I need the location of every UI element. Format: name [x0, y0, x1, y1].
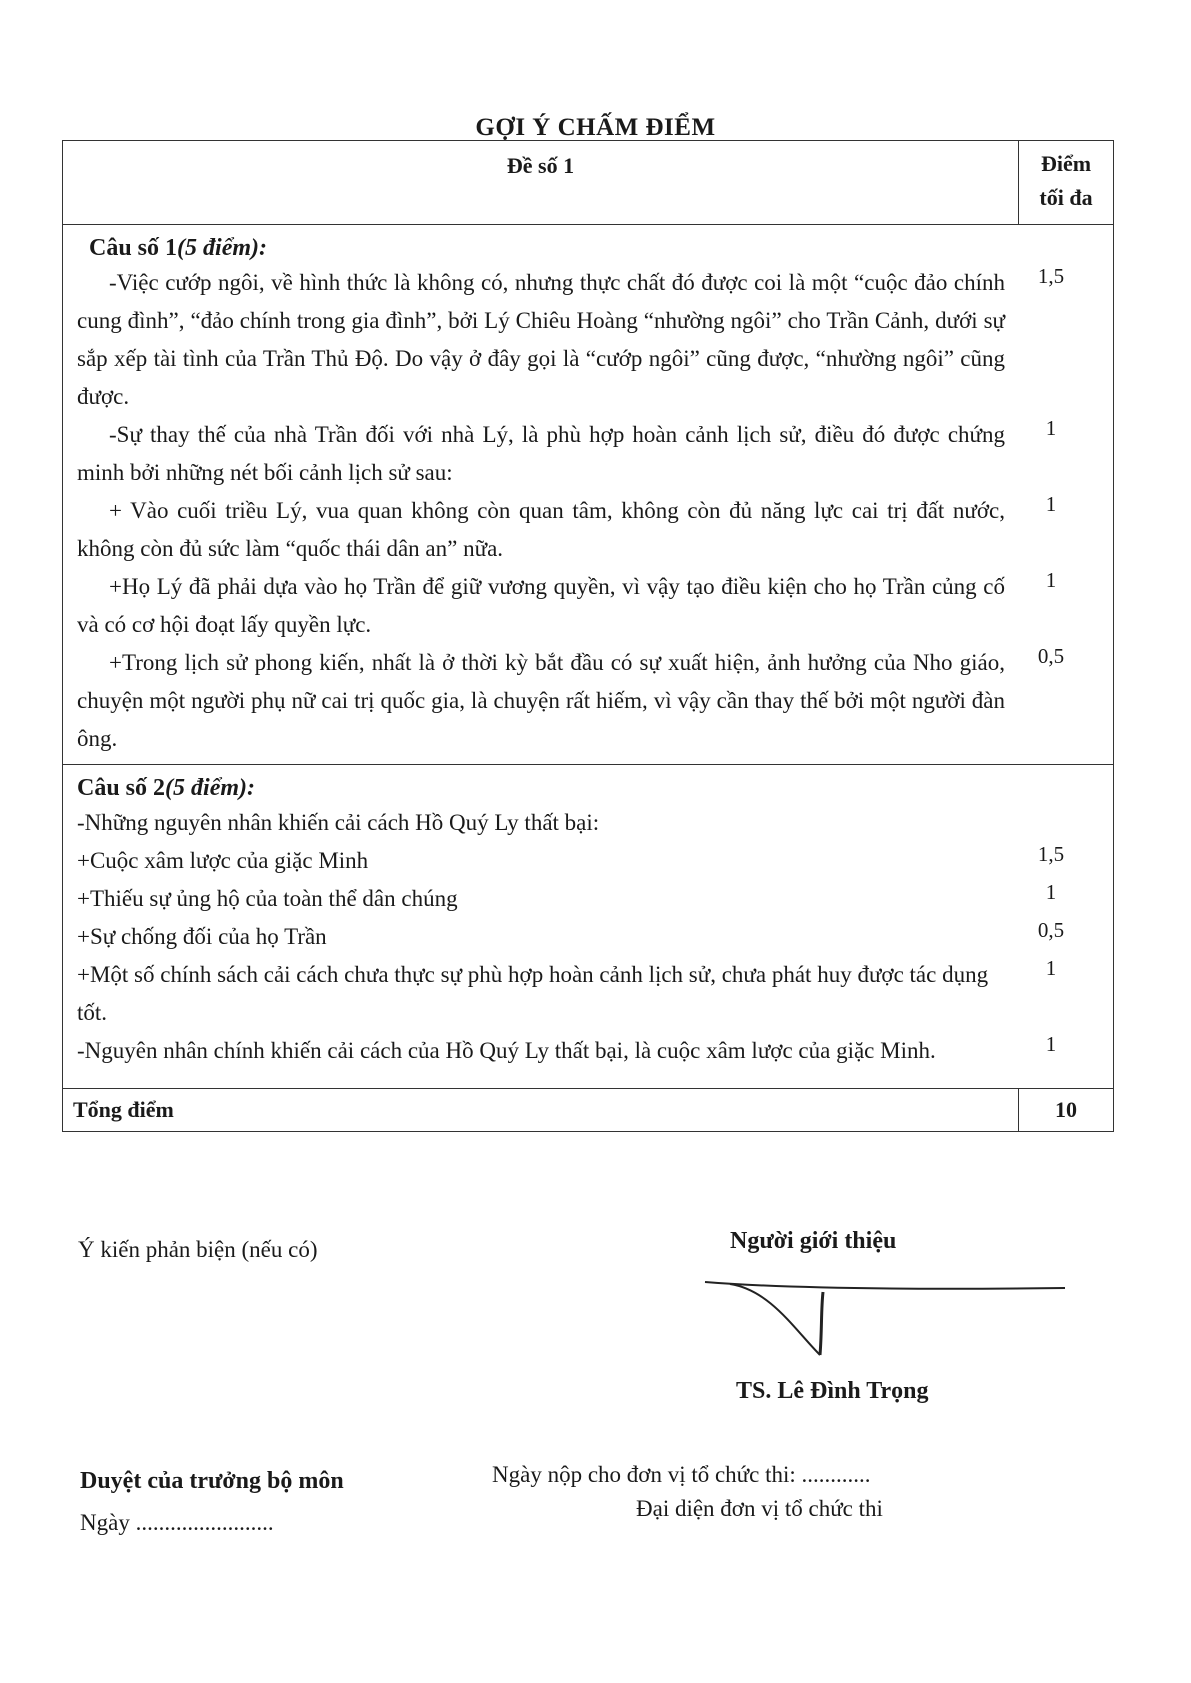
list-item	[77, 264, 1097, 416]
approval-title: Duyệt của trưởng bộ môn	[80, 1468, 344, 1494]
q2-item-score: 1	[1045, 880, 1057, 904]
page-title: GỢI Ý CHẤM ĐIỂM	[475, 114, 716, 141]
q2-item-score: 1	[1045, 1032, 1057, 1056]
total-row	[63, 1089, 1114, 1132]
submission-date: Ngày nộp cho đơn vị tổ chức thi: ............	[492, 1462, 871, 1487]
q2-item-score: 0,5	[1037, 918, 1065, 942]
question-1-points: (5 điểm):	[177, 235, 267, 261]
question-2-title	[77, 775, 1097, 802]
q1-item-text: +Họ Lý đã phải dựa vào họ Trần để giữ vương quyền, vì vậy tạo điều kiện cho họ Trần củng cố và có cơ hội đoạt lấy quyền lực.	[77, 574, 1005, 637]
total-label: Tổng điểm	[63, 1089, 1019, 1132]
question-2-label: Câu số 2	[77, 775, 166, 801]
grading-table	[62, 140, 1114, 1132]
question-2-intro: -Những nguyên nhân khiến cải cách Hồ Quý Ly thất bại:	[77, 810, 600, 835]
list-item	[77, 492, 1097, 568]
q2-item-score: 1	[1045, 956, 1057, 980]
q2-item-text: +Sự chống đối của họ Trần	[77, 924, 327, 949]
list-item	[77, 880, 1097, 918]
q1-item-text: -Sự thay thế của nhà Trần đối với nhà Lý, là phù hợp hoàn cảnh lịch sử, điều đó được chứng minh bởi những nét bối cảnh lịch sử sau:	[77, 422, 1005, 485]
table-header-row	[63, 141, 1114, 225]
question-2-row	[63, 765, 1114, 1089]
question-2-points: (5 điểm):	[165, 775, 255, 801]
list-item	[77, 416, 1097, 492]
list-item	[77, 956, 1097, 1032]
list-item	[77, 644, 1097, 758]
q1-item-score: 1	[1045, 568, 1057, 592]
q1-item-score: 1	[1045, 492, 1057, 516]
question-1-label: Câu số 1	[89, 235, 178, 261]
q1-item-score: 1	[1045, 416, 1057, 440]
q2-item-text: +Một số chính sách cải cách chưa thực sự phù hợp hoàn cảnh lịch sử, chưa phát huy được tác dụng tốt.	[77, 962, 989, 1025]
max-score-label-line1: Điểm	[1040, 151, 1092, 176]
introducer-name: TS. Lê Đình Trọng	[736, 1378, 929, 1404]
introducer-title: Người giới thiệu	[730, 1228, 897, 1254]
list-item	[77, 842, 1097, 880]
organizer-representative: Đại diện đơn vị tổ chức thi	[636, 1496, 883, 1521]
list-item	[77, 918, 1097, 956]
q2-item-text: +Thiếu sự ủng hộ của toàn thể dân chúng	[77, 886, 458, 911]
q1-item-score: 0,5	[1037, 644, 1065, 668]
approval-date: Ngày ........................	[80, 1510, 274, 1535]
max-score-header	[1019, 141, 1114, 225]
list-item	[77, 568, 1097, 644]
question-1-title	[89, 235, 1097, 262]
q1-item-text: + Vào cuối triều Lý, vua quan không còn quan tâm, không còn đủ năng lực cai trị đất nước, không còn đủ sức làm “quốc thái dân an” nữa.	[77, 498, 1005, 561]
q2-item-text: +Cuộc xâm lược của giặc Minh	[77, 848, 369, 873]
question-1-row	[63, 225, 1114, 765]
list-item	[77, 1032, 1097, 1070]
max-score-label-line2: tối đa	[1039, 185, 1093, 210]
total-score: 10	[1019, 1089, 1114, 1132]
q1-item-text: +Trong lịch sử phong kiến, nhất là ở thời kỳ bắt đầu có sự xuất hiện, ảnh hưởng của Nho giáo, chuyện một người phụ nữ cai trị quốc gia, là chuyện rất hiếm, vì vậy cần thay thế bởi một người đàn ông.	[77, 650, 1005, 751]
signature-image	[700, 1260, 1070, 1380]
q2-item-text: -Nguyên nhân chính khiến cải cách của Hồ Quý Ly thất bại, là cuộc xâm lược của giặc Minh.	[77, 1038, 936, 1063]
exam-label: Đề số 1	[63, 141, 1019, 225]
q1-item-score: 1,5	[1037, 264, 1065, 288]
q2-item-score: 1,5	[1037, 842, 1065, 866]
reviewer-opinion: Ý kiến phản biện (nếu có)	[78, 1237, 318, 1262]
q1-item-text: -Việc cướp ngôi, về hình thức là không có, nhưng thực chất đó được coi là một “cuộc đảo chính cung đình”, “đảo chính trong gia đình”, bởi Lý Chiêu Hoàng “nhường ngôi” cho Trần Cảnh, dưới sự sắp xếp tài tình của Trần Thủ Độ. Do vậy ở đây gọi là “cướp ngôi” cũng được, “nhường ngôi” cũng được.	[77, 270, 1005, 409]
